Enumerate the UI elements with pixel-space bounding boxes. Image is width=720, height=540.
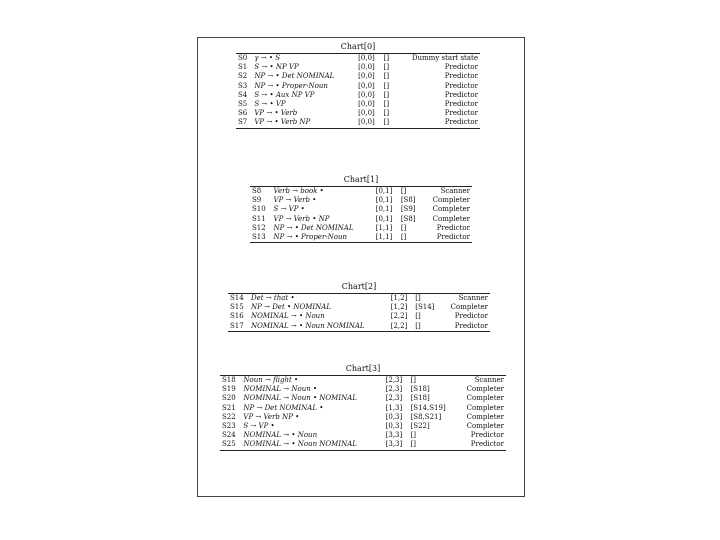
state-id: S1 <box>238 63 248 72</box>
table-row <box>228 294 490 304</box>
state-operation: Predictor <box>444 63 478 72</box>
state-rule: NP → Det NOMINAL • <box>243 403 324 412</box>
state-operation: Predictor <box>444 72 478 81</box>
state-id: S3 <box>238 81 248 90</box>
state-id: S9 <box>252 196 262 205</box>
table-row <box>220 440 506 450</box>
state-pointers: [] <box>410 376 417 385</box>
state-id: S22 <box>222 412 236 421</box>
state-span: [0,0] <box>358 109 375 118</box>
state-operation: Completer <box>466 422 504 431</box>
state-operation: Completer <box>432 214 470 223</box>
state-rule: NP → • Proper-Noun <box>273 233 348 242</box>
state-id: S6 <box>238 109 248 118</box>
state-id: S10 <box>252 205 266 214</box>
chart-title: Chart[1] <box>343 175 379 184</box>
state-pointers: [S8] <box>400 196 416 205</box>
state-pointers: [] <box>383 54 390 63</box>
state-operation: Predictor <box>454 321 488 330</box>
state-operation: Completer <box>432 205 470 214</box>
state-pointers: [S14] <box>415 303 435 312</box>
state-span: [1,2] <box>390 303 408 312</box>
state-rule: NOMINAL → • Noun <box>251 312 325 321</box>
chart-title: Chart[3] <box>345 364 381 373</box>
state-id: S11 <box>252 214 266 223</box>
table-row <box>220 422 506 431</box>
table-row <box>236 109 480 118</box>
chart-0 <box>236 42 480 154</box>
state-rule: NP → • Det NOMINAL <box>273 223 354 232</box>
state-pointers: [S14,S19] <box>410 403 446 412</box>
state-id: S17 <box>230 321 244 330</box>
state-pointers: [S18] <box>410 385 430 394</box>
table-row <box>250 205 472 214</box>
table-row <box>220 394 506 403</box>
state-id: S15 <box>230 303 244 312</box>
state-rule: NP → Det • NOMINAL <box>251 303 331 312</box>
state-span: [1,1] <box>375 233 393 242</box>
table-row <box>236 54 480 64</box>
state-operation: Completer <box>432 196 470 205</box>
state-span: [3,3] <box>385 440 403 449</box>
state-pointers: [] <box>383 90 390 99</box>
state-id: S18 <box>222 376 236 385</box>
state-pointers: [] <box>410 431 417 440</box>
state-span: [2,3] <box>385 376 403 385</box>
chart-3 <box>220 364 506 476</box>
state-rule: S → VP • <box>243 422 275 431</box>
state-span: [0,3] <box>385 422 403 431</box>
state-operation: Predictor <box>470 440 504 449</box>
state-id: S8 <box>252 187 262 196</box>
state-pointers: [S8,S21] <box>410 412 442 421</box>
state-pointers: [] <box>383 81 390 90</box>
state-id: S4 <box>238 90 248 99</box>
state-rule: VP → • Verb <box>254 109 298 118</box>
table-row <box>250 196 472 205</box>
state-id: S7 <box>238 118 248 127</box>
state-id: S16 <box>230 312 244 321</box>
state-operation: Predictor <box>444 118 478 127</box>
state-span: [0,0] <box>358 72 375 81</box>
chart-table <box>220 375 506 451</box>
state-rule: S → • Aux NP VP <box>254 90 315 99</box>
state-span: [1,3] <box>385 403 403 412</box>
table-row <box>228 303 490 312</box>
chart-2 <box>228 282 490 350</box>
state-id: S5 <box>238 100 248 109</box>
state-rule: S → • VP <box>254 100 286 109</box>
state-span: [2,3] <box>385 385 403 394</box>
state-rule: Verb → book • <box>273 187 324 196</box>
state-rule: S → • NP VP <box>254 63 299 72</box>
state-operation: Predictor <box>444 81 478 90</box>
state-rule: γ → • S <box>254 54 281 63</box>
state-span: [0,0] <box>358 100 375 109</box>
table-row <box>236 118 480 128</box>
state-operation: Scanner <box>458 294 488 303</box>
state-rule: NP → • Det NOMINAL <box>254 72 335 81</box>
state-operation: Predictor <box>444 90 478 99</box>
table-row <box>236 63 480 72</box>
table-row <box>220 376 506 386</box>
chart-table <box>228 293 490 332</box>
state-operation: Dummy start state <box>411 54 478 63</box>
table-row <box>228 322 490 332</box>
state-pointers: [S22] <box>410 422 430 431</box>
table-row <box>236 82 480 91</box>
table-row <box>236 72 480 81</box>
state-span: [2,2] <box>390 312 408 321</box>
table-row <box>250 215 472 224</box>
state-span: [2,3] <box>385 394 403 403</box>
state-rule: VP → • Verb NP <box>254 118 311 127</box>
state-rule: Det → that • <box>251 294 295 303</box>
state-id: S0 <box>238 54 248 63</box>
table-row <box>228 312 490 321</box>
state-operation: Predictor <box>454 312 488 321</box>
state-operation: Scanner <box>474 376 504 385</box>
state-rule: VP → Verb • NP <box>273 214 330 223</box>
state-span: [0,1] <box>375 214 393 223</box>
state-pointers: [] <box>400 233 407 242</box>
state-span: [0,0] <box>358 90 375 99</box>
chart-title: Chart[0] <box>340 42 376 51</box>
state-rule: NOMINAL → • Noun NOMINAL <box>243 440 357 449</box>
state-pointers: [S8] <box>400 214 416 223</box>
state-operation: Scanner <box>440 187 470 196</box>
table-row <box>220 413 506 422</box>
table-row <box>250 233 472 243</box>
state-pointers: [S18] <box>410 394 430 403</box>
state-id: S23 <box>222 422 236 431</box>
state-rule: S → VP • <box>273 205 305 214</box>
state-id: S21 <box>222 403 236 412</box>
state-rule: NOMINAL → Noun • <box>243 385 318 394</box>
state-span: [0,0] <box>358 54 375 63</box>
state-span: [1,1] <box>375 223 393 232</box>
state-span: [0,0] <box>358 81 375 90</box>
state-span: [2,2] <box>390 321 408 330</box>
table-row <box>220 431 506 440</box>
state-span: [0,0] <box>358 118 375 127</box>
table-row <box>250 187 472 197</box>
chart-table <box>250 186 472 243</box>
state-rule: NOMINAL → Noun • NOMINAL <box>243 394 357 403</box>
table-row <box>236 91 480 100</box>
state-pointers: [] <box>410 440 417 449</box>
state-pointers: [] <box>415 321 421 330</box>
state-operation: Predictor <box>436 223 470 232</box>
state-span: [0,1] <box>375 205 393 214</box>
state-pointers: [] <box>383 63 390 72</box>
state-rule: NOMINAL → • Noun NOMINAL <box>251 321 365 330</box>
state-span: [1,2] <box>390 294 408 303</box>
chart-title: Chart[2] <box>341 282 377 291</box>
state-operation: Completer <box>450 303 488 312</box>
state-id: S12 <box>252 223 266 232</box>
table-row <box>250 224 472 233</box>
state-span: [0,3] <box>385 412 403 421</box>
state-id: S20 <box>222 394 236 403</box>
state-id: S2 <box>238 72 248 81</box>
state-rule: VP → Verb • <box>273 196 317 205</box>
state-operation: Predictor <box>444 109 478 118</box>
table-row <box>220 385 506 394</box>
state-rule: NOMINAL → • Noun <box>243 431 318 440</box>
state-operation: Predictor <box>470 431 504 440</box>
state-id: S25 <box>222 440 236 449</box>
state-operation: Completer <box>466 394 504 403</box>
chart-1 <box>250 175 472 261</box>
state-span: [0,1] <box>375 187 393 196</box>
table-row <box>236 100 480 109</box>
state-pointers: [] <box>383 118 390 127</box>
state-span: [0,1] <box>375 196 393 205</box>
state-operation: Completer <box>466 403 504 412</box>
state-pointers: [] <box>415 294 421 303</box>
state-id: S14 <box>230 294 244 303</box>
document-page <box>197 37 525 497</box>
state-span: [3,3] <box>385 431 403 440</box>
state-id: S13 <box>252 233 266 242</box>
chart-table <box>236 53 480 129</box>
state-operation: Completer <box>466 412 504 421</box>
table-row <box>220 404 506 413</box>
state-operation: Predictor <box>444 100 478 109</box>
state-pointers: [] <box>383 109 390 118</box>
state-rule: NP → • Proper-Noun <box>254 81 328 90</box>
state-span: [0,0] <box>358 63 375 72</box>
state-operation: Predictor <box>436 233 470 242</box>
state-pointers: [] <box>383 72 390 81</box>
state-operation: Completer <box>466 385 504 394</box>
state-pointers: [] <box>383 100 390 109</box>
state-rule: Noun → flight • <box>243 376 299 385</box>
state-pointers: [] <box>415 312 421 321</box>
state-pointers: [S9] <box>400 205 416 214</box>
state-id: S24 <box>222 431 236 440</box>
state-pointers: [] <box>400 187 407 196</box>
state-id: S19 <box>222 385 236 394</box>
state-pointers: [] <box>400 223 407 232</box>
state-rule: VP → Verb NP • <box>243 412 300 421</box>
